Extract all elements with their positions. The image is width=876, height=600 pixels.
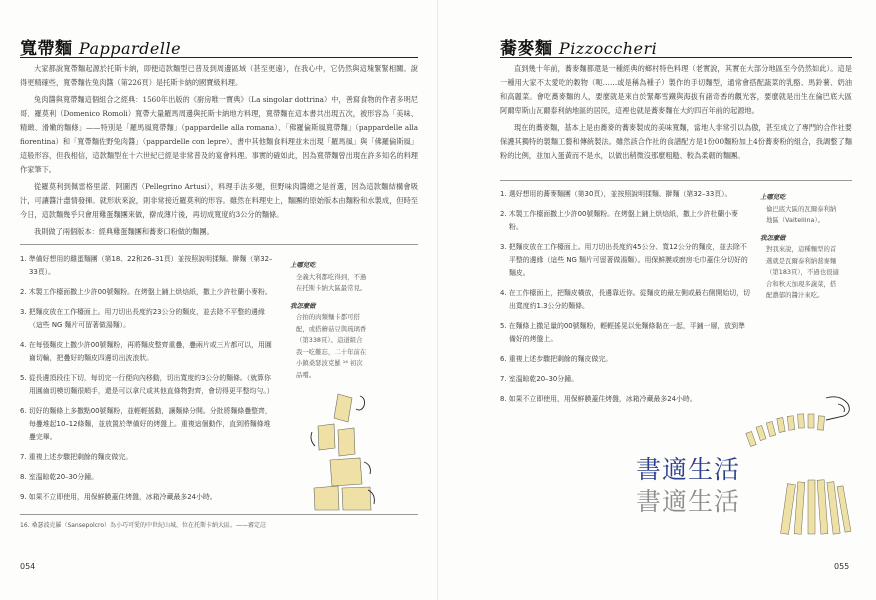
right-paragraph: 直到幾十年前，蕎麥麵都還是一種經典的鄉村特色料理（老實說，其實在大部分地區至今仍然如此）。這是一種用大家不太愛吃的穀物（呃……或是稱為種子）製作的手切麵型，通常會搭配蔬菜的乳酪、馬鈴薯、奶油和高麗菜。會吃蕎麥麵的人，要麼就是來自於緊鄰雪鐵與海拔有諸奇香的觀光客，要麼就是出生在倫巴底大區阿爾卑斯山瓦爾泰利納地區的居民，這裡也就是蕎麥麵在大約四百年前的起源地。 (500, 64, 852, 115)
left-step: 4. 在每張麵皮上撒少許00號麵粉，再將麵皮整齊重疊，疊兩片或三片都可以，用圓齒切輪，把疊好的麵皮四邊切出波浪狀。 (20, 341, 272, 362)
left-step: 9. 如果不立即使用，用保鮮膜蓋住烤盤，冰箱冷藏最多24小時。 (20, 493, 217, 501)
left-step: 2. 木製工作檯面撒上少許00號麵粉。在烤盤上鋪上烘焙紙，撒上少許杜蘭小麥粉。 (20, 288, 272, 296)
right-side-heading: 我怎麼做 (760, 233, 786, 242)
right-steps (500, 188, 750, 413)
right-side-text: 對我來說，這種麵型的首選就是瓦爾泰利納蕎麥麵（第183頁），不過也很適合和秋天加現多蔬菜，搭配濃郁的醬汁來吃。 (766, 245, 839, 299)
left-steps (20, 253, 275, 511)
left-step: 1. 準備好想用的雞蛋麵團（第18、22和26–31頁）並按照說明揉麵、擀麵（第32–33頁）。 (20, 255, 273, 276)
right-paragraph: 現在的蕎麥麵，基本上是由蕎麥的蕎麥製成的美味寬麵，當地人非常引以為傲，甚至成立了專門的合作社要保護其獨特的製麵工藝和傳統製法。雖然該合作社的食譜配方是1份00麵粉加上4份蕎麥粉的組合，我調整了麵粉的比例，並加入蛋黃而不是水，以做出稍微沒那麼粗糙、較為柔韌的麵團。 (500, 123, 852, 160)
right-recipe-title (500, 34, 657, 59)
left-side-text: 全義大利都吃得到，不過在托斯卡納大區最常見。 (296, 272, 367, 292)
right-step: 4. 在工作檯面上，把麵皮橫放，長邊靠近你。從麵皮的最左側或最右側開始切，切出寬度約1.3公分的麵條。 (500, 289, 750, 310)
left-paragraph: 兔肉醬與寬帶麵這個組合之經典：1560年出版的《廚房唯一寶典》（La singolar dottrina）中，善寫食物的作者多明尼哥．羅莫利（Domenico Romoli）寬帶大量羅馬周邊與托斯卡納地方料理，寬帶麵在這本書共出現五次，被形容為「美味、精緻、滑嫩的麵條」——特別是「羅馬風寬帶麵」（pappardelle alla romana）、「佛羅倫斯風寬帶麵」（pappardelle alla fiorentina）和「寬帶麵佐野兔肉醬」（pappardelle con lepre）。書中其他麵食料理並未出現「羅馬風」與「佛羅倫斯風」這般形容，但我相信，這款麵型在十六世紀已經是非常普及的宴會料理。事實的確如此，因為寬帶麵曾出現在許多知名的料理作家筆下。 (20, 95, 418, 174)
right-intro (500, 62, 852, 166)
right-side-heading: 上哪兒吃 (760, 193, 786, 201)
left-title-zh: 寬帶麵 (20, 39, 73, 59)
right-step: 6. 重複上述步驟把剩餘的麵皮做完。 (500, 355, 613, 363)
page-number-left: 054 (20, 562, 36, 571)
left-step: 3. 把麵皮放在工作檯面上。用刀切出長度約23公分的麵皮，並去除不平整的邊緣（這些 NG 麵片可留著做湯麵）。 (20, 308, 265, 329)
right-step: 8. 如果不立即使用，用保鮮膜蓋住烤盤，冰箱冷藏最多24小時。 (500, 395, 697, 403)
right-sidebar (760, 188, 840, 308)
right-page (438, 0, 876, 600)
left-title-rule (20, 57, 418, 58)
right-step: 5. 在麵條上撒足量的00號麵粉，輕輕搖晃以免麵條黏在一起，平鋪一層，放到準備好的烤盤上。 (500, 322, 745, 343)
right-side-text: 倫巴底大區的瓦爾泰利納地區（Valtellina）。 (766, 204, 837, 224)
right-step: 1. 選好想用的蕎麥麵團（第30頁），並按照說明揉麵、擀麵（第32–33頁）。 (500, 190, 732, 198)
right-title-zh: 蕎麥麵 (500, 39, 553, 59)
page-number-right: 055 (834, 562, 850, 571)
left-sidebar (290, 256, 368, 387)
left-paragraph: 我則做了兩個版本：經典雞蛋麵團和蕎麥口粉做的麵團。 (34, 227, 214, 236)
watermark-blue: 書適生活 (636, 455, 741, 484)
left-section-rule (20, 244, 418, 245)
left-step: 7. 重複上述步驟把剩餘的麵皮做完。 (20, 453, 133, 461)
left-side-heading: 我怎麼做 (290, 301, 316, 310)
right-section-rule (500, 180, 852, 181)
left-footnote: 16. 桑瑟波克羅（Sansepolcro）為小巧可愛的中世紀山城，位在托斯卡納大區。——審定註 (20, 522, 267, 529)
pappardelle-illustration (308, 392, 388, 512)
left-paragraph: 從羅莫利到佩雷格里諾．阿圖西（Pellegrino Artusi），料理手法多變，但野味肉醬總之是首選，因為這款麵結構會吸汁，可讓醬汁盡情發揮。就形狀來說，則非常接近羅莫利的形容。雖然在料理史上，麵團的原始版本由麵粉和水製成，但時至今日，這款麵幾乎只會用雞蛋麵團來做，擀成薄片後，再切成寬度約3公分的麵條。 (20, 182, 418, 219)
left-title-it: Pappardelle (78, 39, 182, 58)
right-title-rule (500, 57, 852, 58)
left-side-heading: 上哪兒吃 (290, 261, 316, 269)
left-intro (20, 62, 418, 242)
right-step: 7. 室溫晾乾20–30分鐘。 (500, 375, 578, 383)
left-step: 8. 室溫晾乾20–30分鐘。 (20, 473, 98, 481)
right-title-it: Pizzoccheri (558, 39, 658, 58)
left-footnote-rule (20, 514, 418, 515)
left-step: 5. 從長邊頂段往下切，每切完一行便向內移動，切出寬度約3公分的麵條。（就算你用圓齒切模切麵很順手，還是可以拿尺或其他直條物對齊，會切得更平整均勻。） (20, 374, 274, 395)
watermark-gray: 書適生活 (636, 487, 741, 516)
left-recipe-title (20, 34, 181, 59)
left-paragraph: 大家都說寬帶麵起源於托斯卡納，即便這款麵型已普及到周邊區域（甚至更遠），在我心中，它仍然與這塊緊緊相關。說得更精確些，寬帶麵佐兔肉醬（第226頁）是托斯卡納的國寶級料理。 (20, 64, 418, 87)
right-step: 3. 把麵皮放在工作檯面上。用刀切出長度約45公分、寬12公分的麵皮，並去除不平整的邊緣（這些 NG 麵片可留著做湯麵）。用保鮮膜或廚房毛巾蓋住分切好的麵皮。 (500, 243, 748, 277)
left-side-text: 合拍的肉類麵卡都可搭配，或搭蘑菇豆與琉璃香（第338頁）。這道組合我一吃難忘，二十年前在小鎮桑瑟波克羅 ¹⁶ 初次品嚐。 (296, 313, 367, 379)
left-step: 6. 切好的麵條上多撒點00號麵粉，並輕輕搖動，讓麵條分開。分批將麵條疊整齊，每疊堆起10–12條麵，並放置於準備好的烤盤上。重複這個動作，直到將麵條堆疊完畢。 (20, 407, 272, 441)
right-step: 2. 木製工作檯面撒上少許00號麵粉。在烤盤上鋪上烘焙紙，撒上少許杜蘭小麥粉。 (500, 210, 739, 231)
